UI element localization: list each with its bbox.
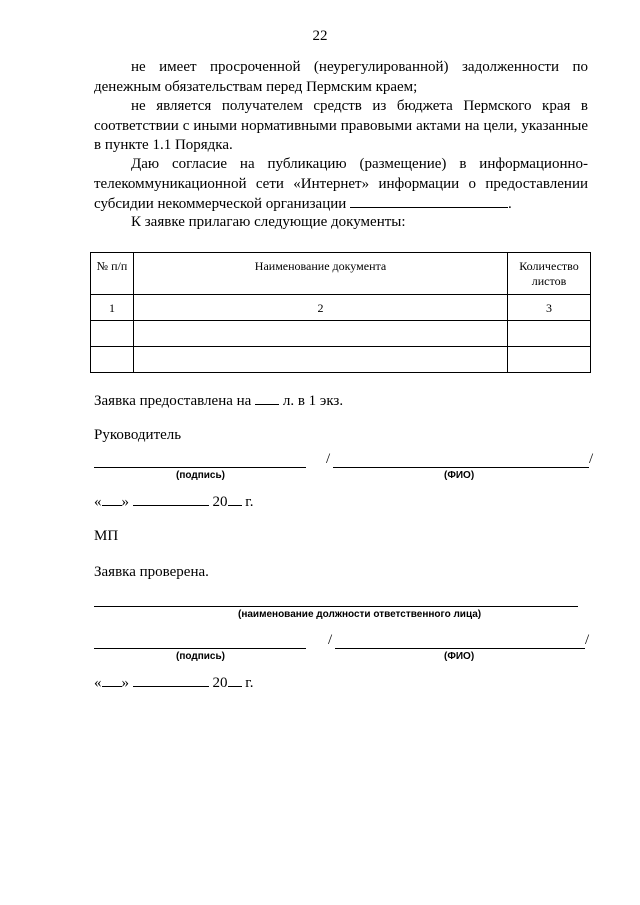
position-caption: (наименование должности ответственного лица) — [238, 609, 482, 620]
head-signature-caption: (подпись) — [176, 470, 225, 481]
head-label: Руководитель — [94, 427, 182, 443]
stamp-place: МП — [94, 528, 119, 544]
table-cell-sheets[interactable] — [508, 347, 591, 373]
position-line[interactable] — [94, 606, 578, 607]
col-sheets-index: 3 — [508, 295, 591, 321]
head-fio-line[interactable] — [333, 467, 589, 468]
month-blank[interactable] — [133, 673, 209, 687]
checker-fio-caption: (ФИО) — [444, 651, 475, 662]
table-header-row — [91, 253, 591, 295]
head-slash-right: / — [589, 451, 594, 467]
consent-text: Даю согласие на публикацию (размещение) в информационно-телекоммуникационной сети «Интернет» информации о предоставлении субсидии некоммерческой организации — [94, 156, 588, 212]
checker-fio-line[interactable] — [335, 648, 585, 649]
date-open-quote: « — [94, 675, 102, 691]
table-cell-sheets[interactable] — [508, 321, 591, 347]
checker-slash-left: / — [328, 632, 333, 648]
head-date-line — [94, 492, 253, 511]
head-slash-left: / — [326, 451, 331, 467]
table-row[interactable] — [91, 321, 591, 347]
col-sheets-header: Количество листов — [508, 253, 591, 295]
organization-name-blank[interactable] — [350, 194, 508, 208]
date-close-quote: » — [121, 675, 129, 691]
head-signature-line[interactable] — [94, 467, 306, 468]
paragraph-no-debt: не имеет просроченной (неурегулированной) задолженности по денежным обязательствам перед Пермским краем; — [94, 59, 588, 95]
submitted-prefix: Заявка предоставлена на — [94, 393, 252, 409]
documents-table — [90, 252, 591, 373]
checked-label: Заявка проверена. — [94, 564, 209, 580]
table-cell-number[interactable] — [91, 321, 134, 347]
consent-end: . — [508, 196, 512, 212]
day-blank[interactable] — [102, 673, 122, 687]
table-row[interactable] — [91, 347, 591, 373]
year-suffix: г. — [245, 494, 254, 510]
date-close-quote: » — [121, 494, 129, 510]
submitted-line — [94, 391, 343, 410]
year-prefix: 20 — [212, 675, 228, 691]
sheet-count-blank[interactable] — [255, 391, 279, 405]
col-name-header: Наименование документа — [134, 253, 508, 295]
checker-date-line — [94, 673, 253, 692]
col-number-index: 1 — [91, 295, 134, 321]
year-suffix: г. — [245, 675, 254, 691]
table-cell-name[interactable] — [134, 321, 508, 347]
year-prefix: 20 — [212, 494, 228, 510]
submitted-suffix: л. в 1 экз. — [282, 393, 344, 409]
year-blank[interactable] — [228, 492, 242, 506]
month-blank[interactable] — [133, 492, 209, 506]
checker-signature-caption: (подпись) — [176, 651, 225, 662]
paragraph-consent — [94, 155, 588, 215]
head-fio-caption: (ФИО) — [444, 470, 475, 481]
paragraph-not-recipient: не является получателем средств из бюджета Пермского края в соответствии с иными нормативными правовыми актами на цели, указанные в пункте 1.1 Порядка. — [94, 98, 588, 153]
year-blank[interactable] — [228, 673, 242, 687]
checker-slash-right: / — [585, 632, 590, 648]
table-cell-name[interactable] — [134, 347, 508, 373]
date-open-quote: « — [94, 494, 102, 510]
col-number-header: № п/п — [91, 253, 134, 295]
page-number: 22 — [312, 28, 328, 44]
col-name-index: 2 — [134, 295, 508, 321]
checker-signature-line[interactable] — [94, 648, 306, 649]
table-cell-number[interactable] — [91, 347, 134, 373]
table-row-numbering — [91, 295, 591, 321]
paragraph-attachments: К заявке прилагаю следующие документы: — [131, 214, 406, 230]
day-blank[interactable] — [102, 492, 122, 506]
